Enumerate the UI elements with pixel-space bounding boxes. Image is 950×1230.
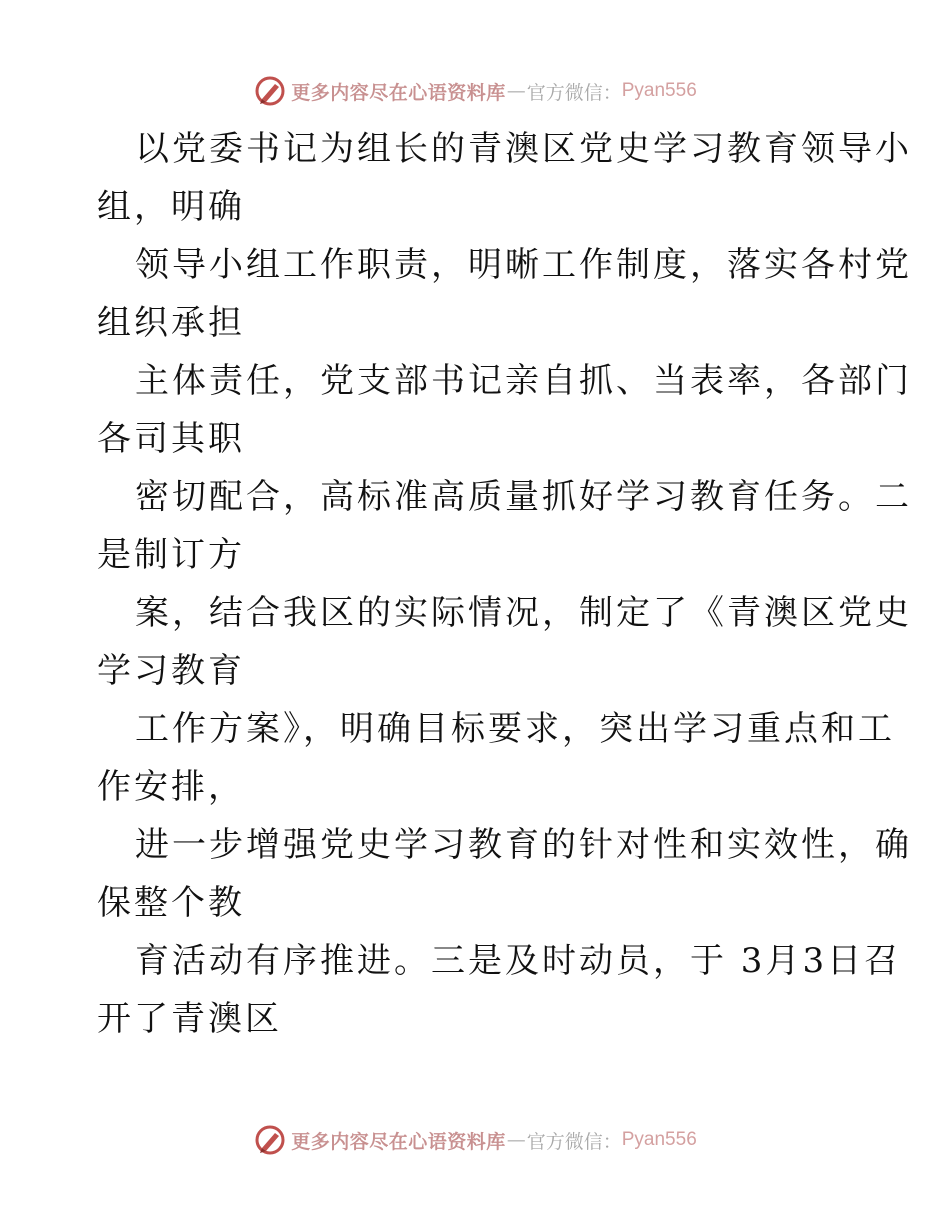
body-line: 组织承担	[97, 303, 245, 343]
pen-logo-icon	[253, 1123, 287, 1157]
body-line: 作安排，	[97, 767, 245, 807]
pen-logo-icon	[253, 74, 287, 108]
watermark-wechat-id: Pyan556	[621, 1129, 697, 1150]
body-line: 学习教育	[97, 651, 245, 691]
body-line: 是制订方	[97, 535, 245, 575]
watermark-sub-text: 官方微信：	[526, 1130, 622, 1153]
document-body	[97, 120, 912, 1048]
body-line: 密切配合，高标准高质量抓好学习教育任务。二	[135, 477, 912, 517]
watermark-wechat-id: Pyan556	[621, 80, 697, 101]
body-line: 案，结合我区的实际情况，制定了《青澳区党史	[135, 593, 912, 633]
watermark-main-text: 更多内容尽在心语资料库	[291, 81, 506, 104]
body-line: 以党委书记为组长的青澳区党史学习教育领导小	[135, 129, 912, 169]
body-line: 育活动有序推进。三是及时动员，于 3月3日召	[135, 941, 902, 981]
body-line: 进一步增强党史学习教育的针对性和实效性，确	[135, 825, 912, 865]
body-line: 工作方案》，明确目标要求，突出学习重点和工	[135, 709, 895, 749]
watermark-sub-text: 官方微信：	[526, 81, 622, 104]
watermark-main-text: 更多内容尽在心语资料库	[291, 1130, 506, 1153]
body-line: 主体责任，党支部书记亲自抓、当表率，各部门	[135, 361, 912, 401]
body-line: 开了青澳区	[97, 999, 282, 1039]
body-line: 保整个教	[97, 883, 245, 923]
body-line: 各司其职	[97, 419, 245, 459]
watermark-dash: —	[506, 1129, 526, 1151]
footer-watermark	[0, 1120, 950, 1160]
body-line: 领导小组工作职责，明晰工作制度，落实各村党	[135, 245, 912, 285]
header-watermark	[0, 71, 950, 111]
watermark-dash: —	[506, 80, 526, 102]
body-line: 组，明确	[97, 187, 245, 227]
